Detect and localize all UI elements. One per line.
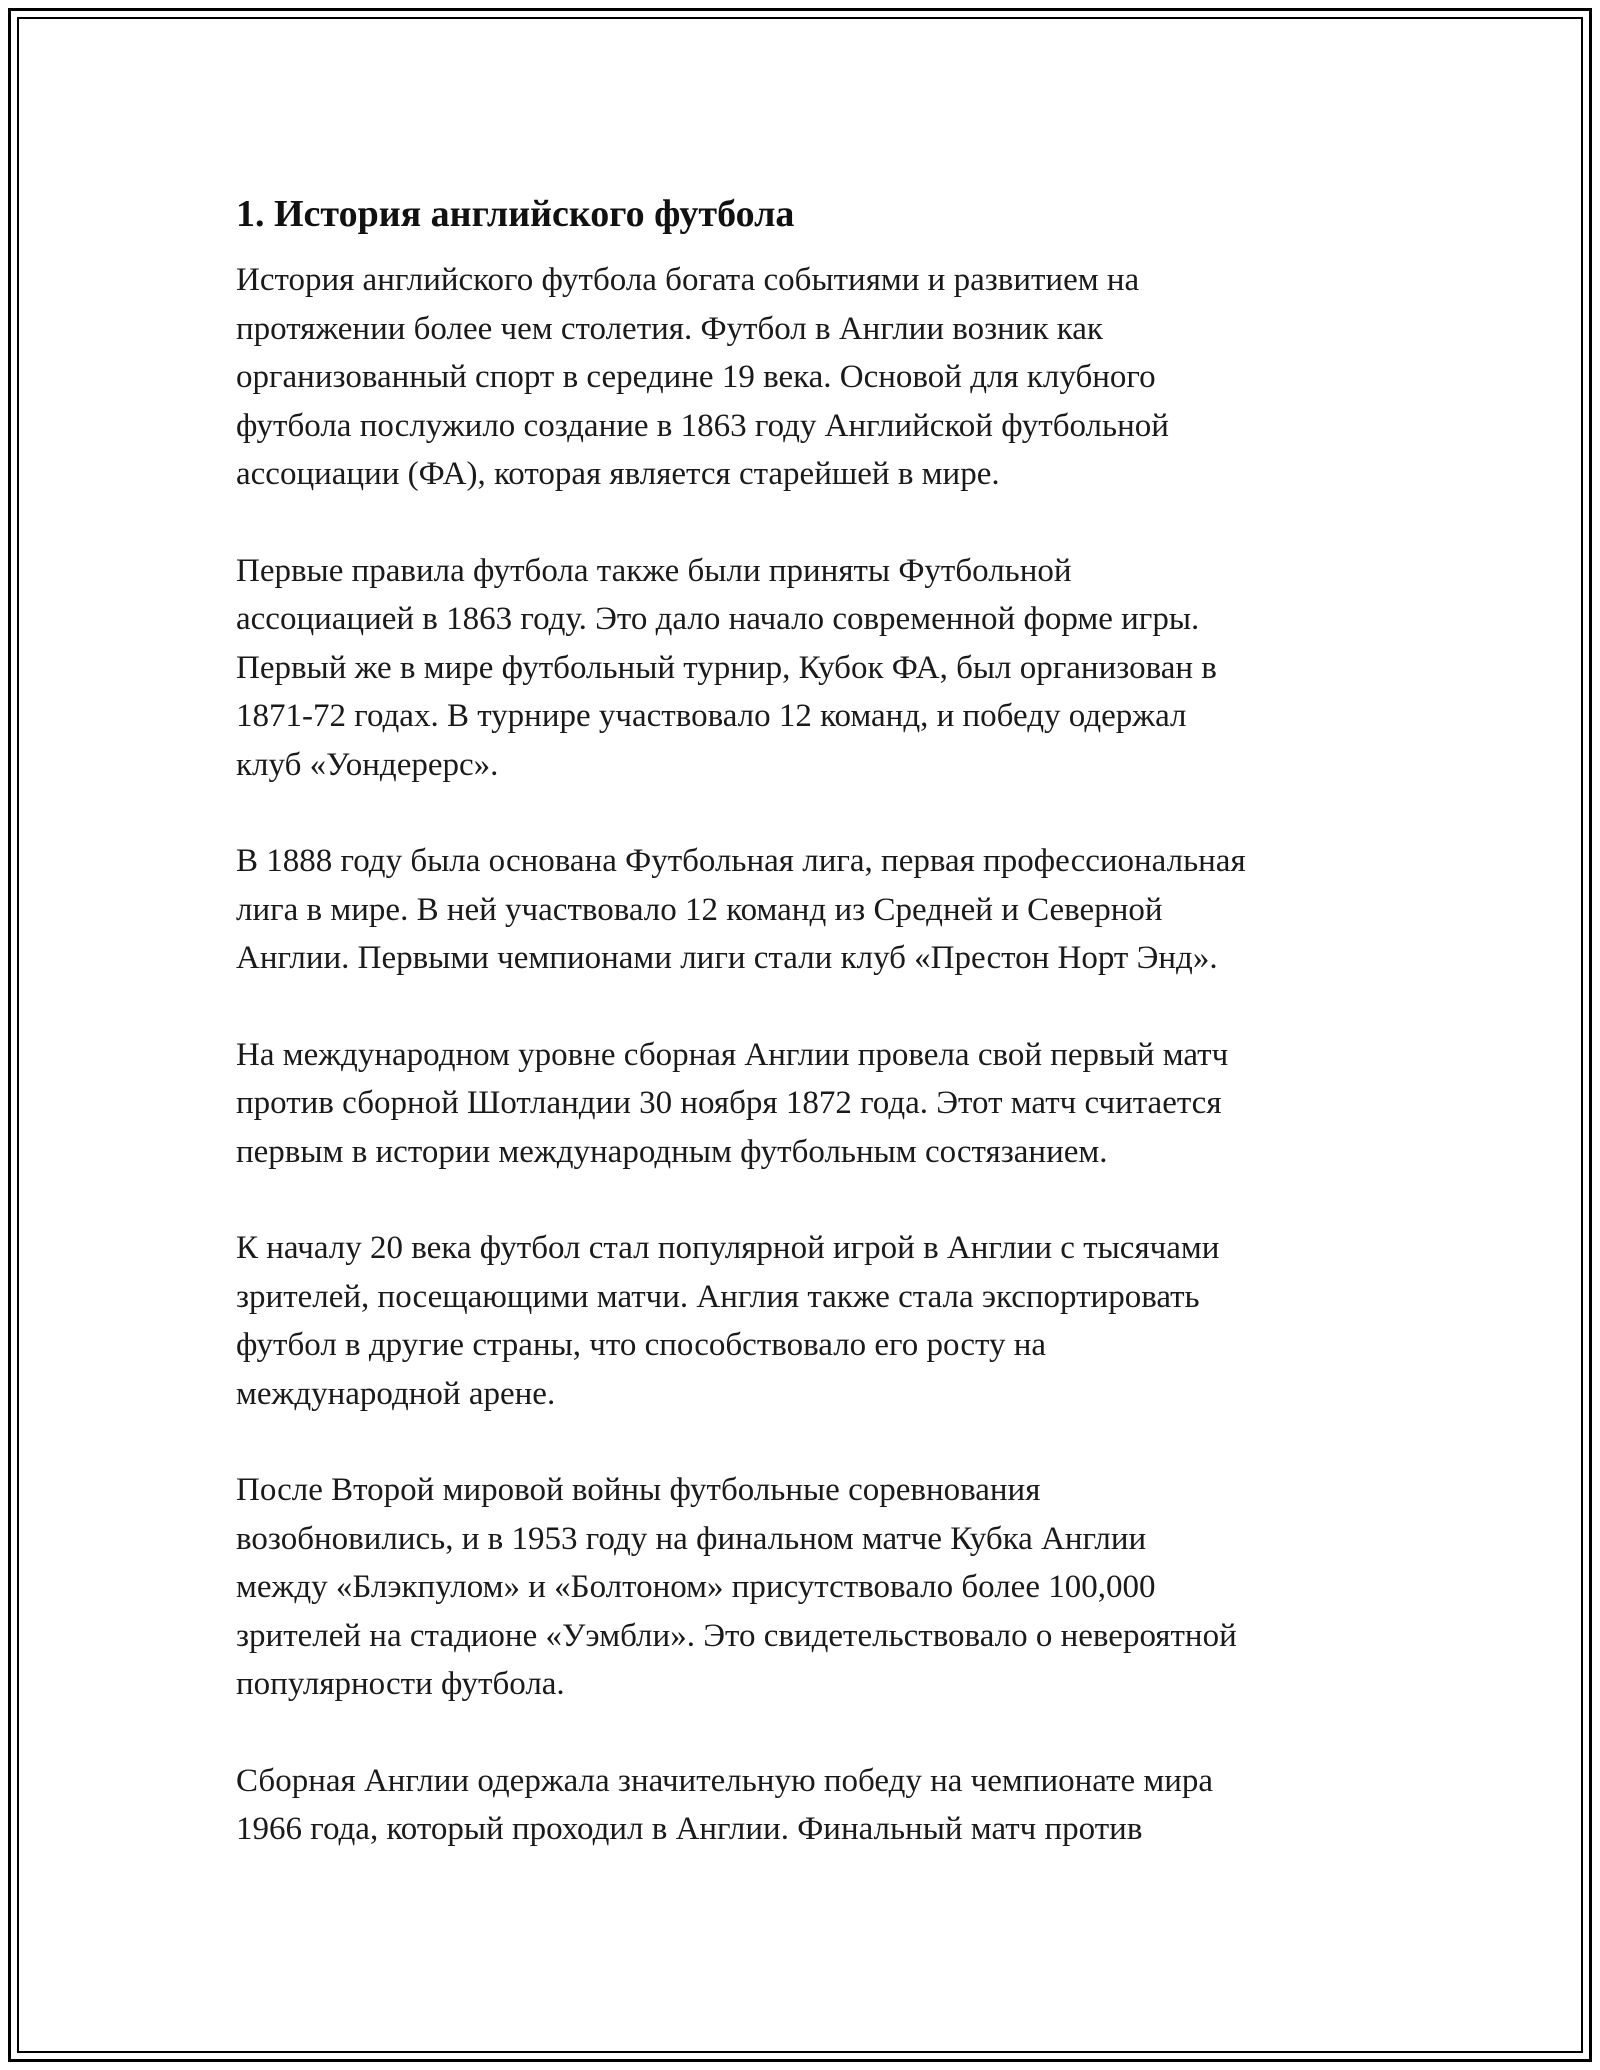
text-line: Англии. Первыми чемпионами лиги стали клуб «Престон Норт Энд». bbox=[236, 940, 1218, 976]
text-line: К началу 20 века футбол стал популярной игрой в Англии с тысячами bbox=[236, 1230, 1220, 1266]
text-line: зрителей на стадионе «Уэмбли». Это свидетельствовало о невероятной bbox=[236, 1617, 1237, 1654]
text-line: Первые правила футбола также были приняты Футбольной bbox=[236, 552, 1072, 589]
text-line: клуб «Уондерерс». bbox=[236, 746, 499, 783]
text-line: возобновились, и в 1953 году на финальном матче Кубка Англии bbox=[236, 1520, 1147, 1557]
text-line: История английского футбола богата событиями и развитием на bbox=[236, 262, 1140, 298]
text-line: протяжении более чем столетия. Футбол в Англии возник как bbox=[236, 310, 1103, 347]
body-paragraph bbox=[236, 1031, 1366, 1177]
text-line: против сборной Шотландии 30 ноября 1872 года. Этот матч считается bbox=[236, 1085, 1222, 1121]
text-line: между «Блэкпулом» и «Болтоном» присутствовало более 100,000 bbox=[236, 1569, 1156, 1605]
text-line: первым в истории международным футбольным состязанием. bbox=[236, 1133, 1108, 1170]
text-line: популярности футбола. bbox=[236, 1666, 565, 1702]
body-paragraph bbox=[236, 547, 1366, 790]
body-paragraph bbox=[236, 837, 1366, 983]
document-body bbox=[236, 188, 1366, 1902]
text-line: организованный спорт в середине 19 века. Основой для клубного bbox=[236, 359, 1156, 395]
text-line: Первый же в мире футбольный турнир, Кубок ФА, был организован в bbox=[236, 649, 1217, 686]
body-paragraph bbox=[236, 1224, 1366, 1418]
text-line: футбол в другие страны, что способствовало его росту на bbox=[236, 1327, 1047, 1363]
body-paragraph bbox=[236, 256, 1366, 499]
text-line: После Второй мировой войны футбольные соревнования bbox=[236, 1472, 1041, 1508]
body-paragraph bbox=[236, 1757, 1366, 1854]
text-line: зрителей, посещающими матчи. Англия также стала экспортировать bbox=[236, 1278, 1200, 1315]
text-line: На международном уровне сборная Англии провела свой первый матч bbox=[236, 1036, 1229, 1073]
text-line: ассоциации (ФА), которая является старейшей в мире. bbox=[236, 456, 1000, 492]
text-line: Сборная Англии одержала значительную победу на чемпионате мира bbox=[236, 1762, 1214, 1799]
text-line: лига в мире. В ней участвовало 12 команд из Средней и Северной bbox=[236, 891, 1163, 928]
text-line: 1966 года, который проходил в Англии. Финальный матч против bbox=[236, 1811, 1143, 1847]
text-line: ассоциацией в 1863 году. Это дало начало современной форме игры. bbox=[236, 601, 1200, 637]
text-line: международной арене. bbox=[236, 1375, 556, 1412]
paragraph-list bbox=[236, 256, 1366, 1854]
body-paragraph bbox=[236, 1466, 1366, 1709]
text-line: футбола послужило создание в 1863 году Английской футбольной bbox=[236, 407, 1169, 444]
text-line: В 1888 году была основана Футбольная лига, первая профессиональная bbox=[236, 843, 1246, 879]
section-heading: 1. История английского футбола bbox=[236, 193, 795, 235]
text-line: 1871-72 годах. В турнире участвовало 12 команд, и победу одержал bbox=[236, 698, 1187, 734]
